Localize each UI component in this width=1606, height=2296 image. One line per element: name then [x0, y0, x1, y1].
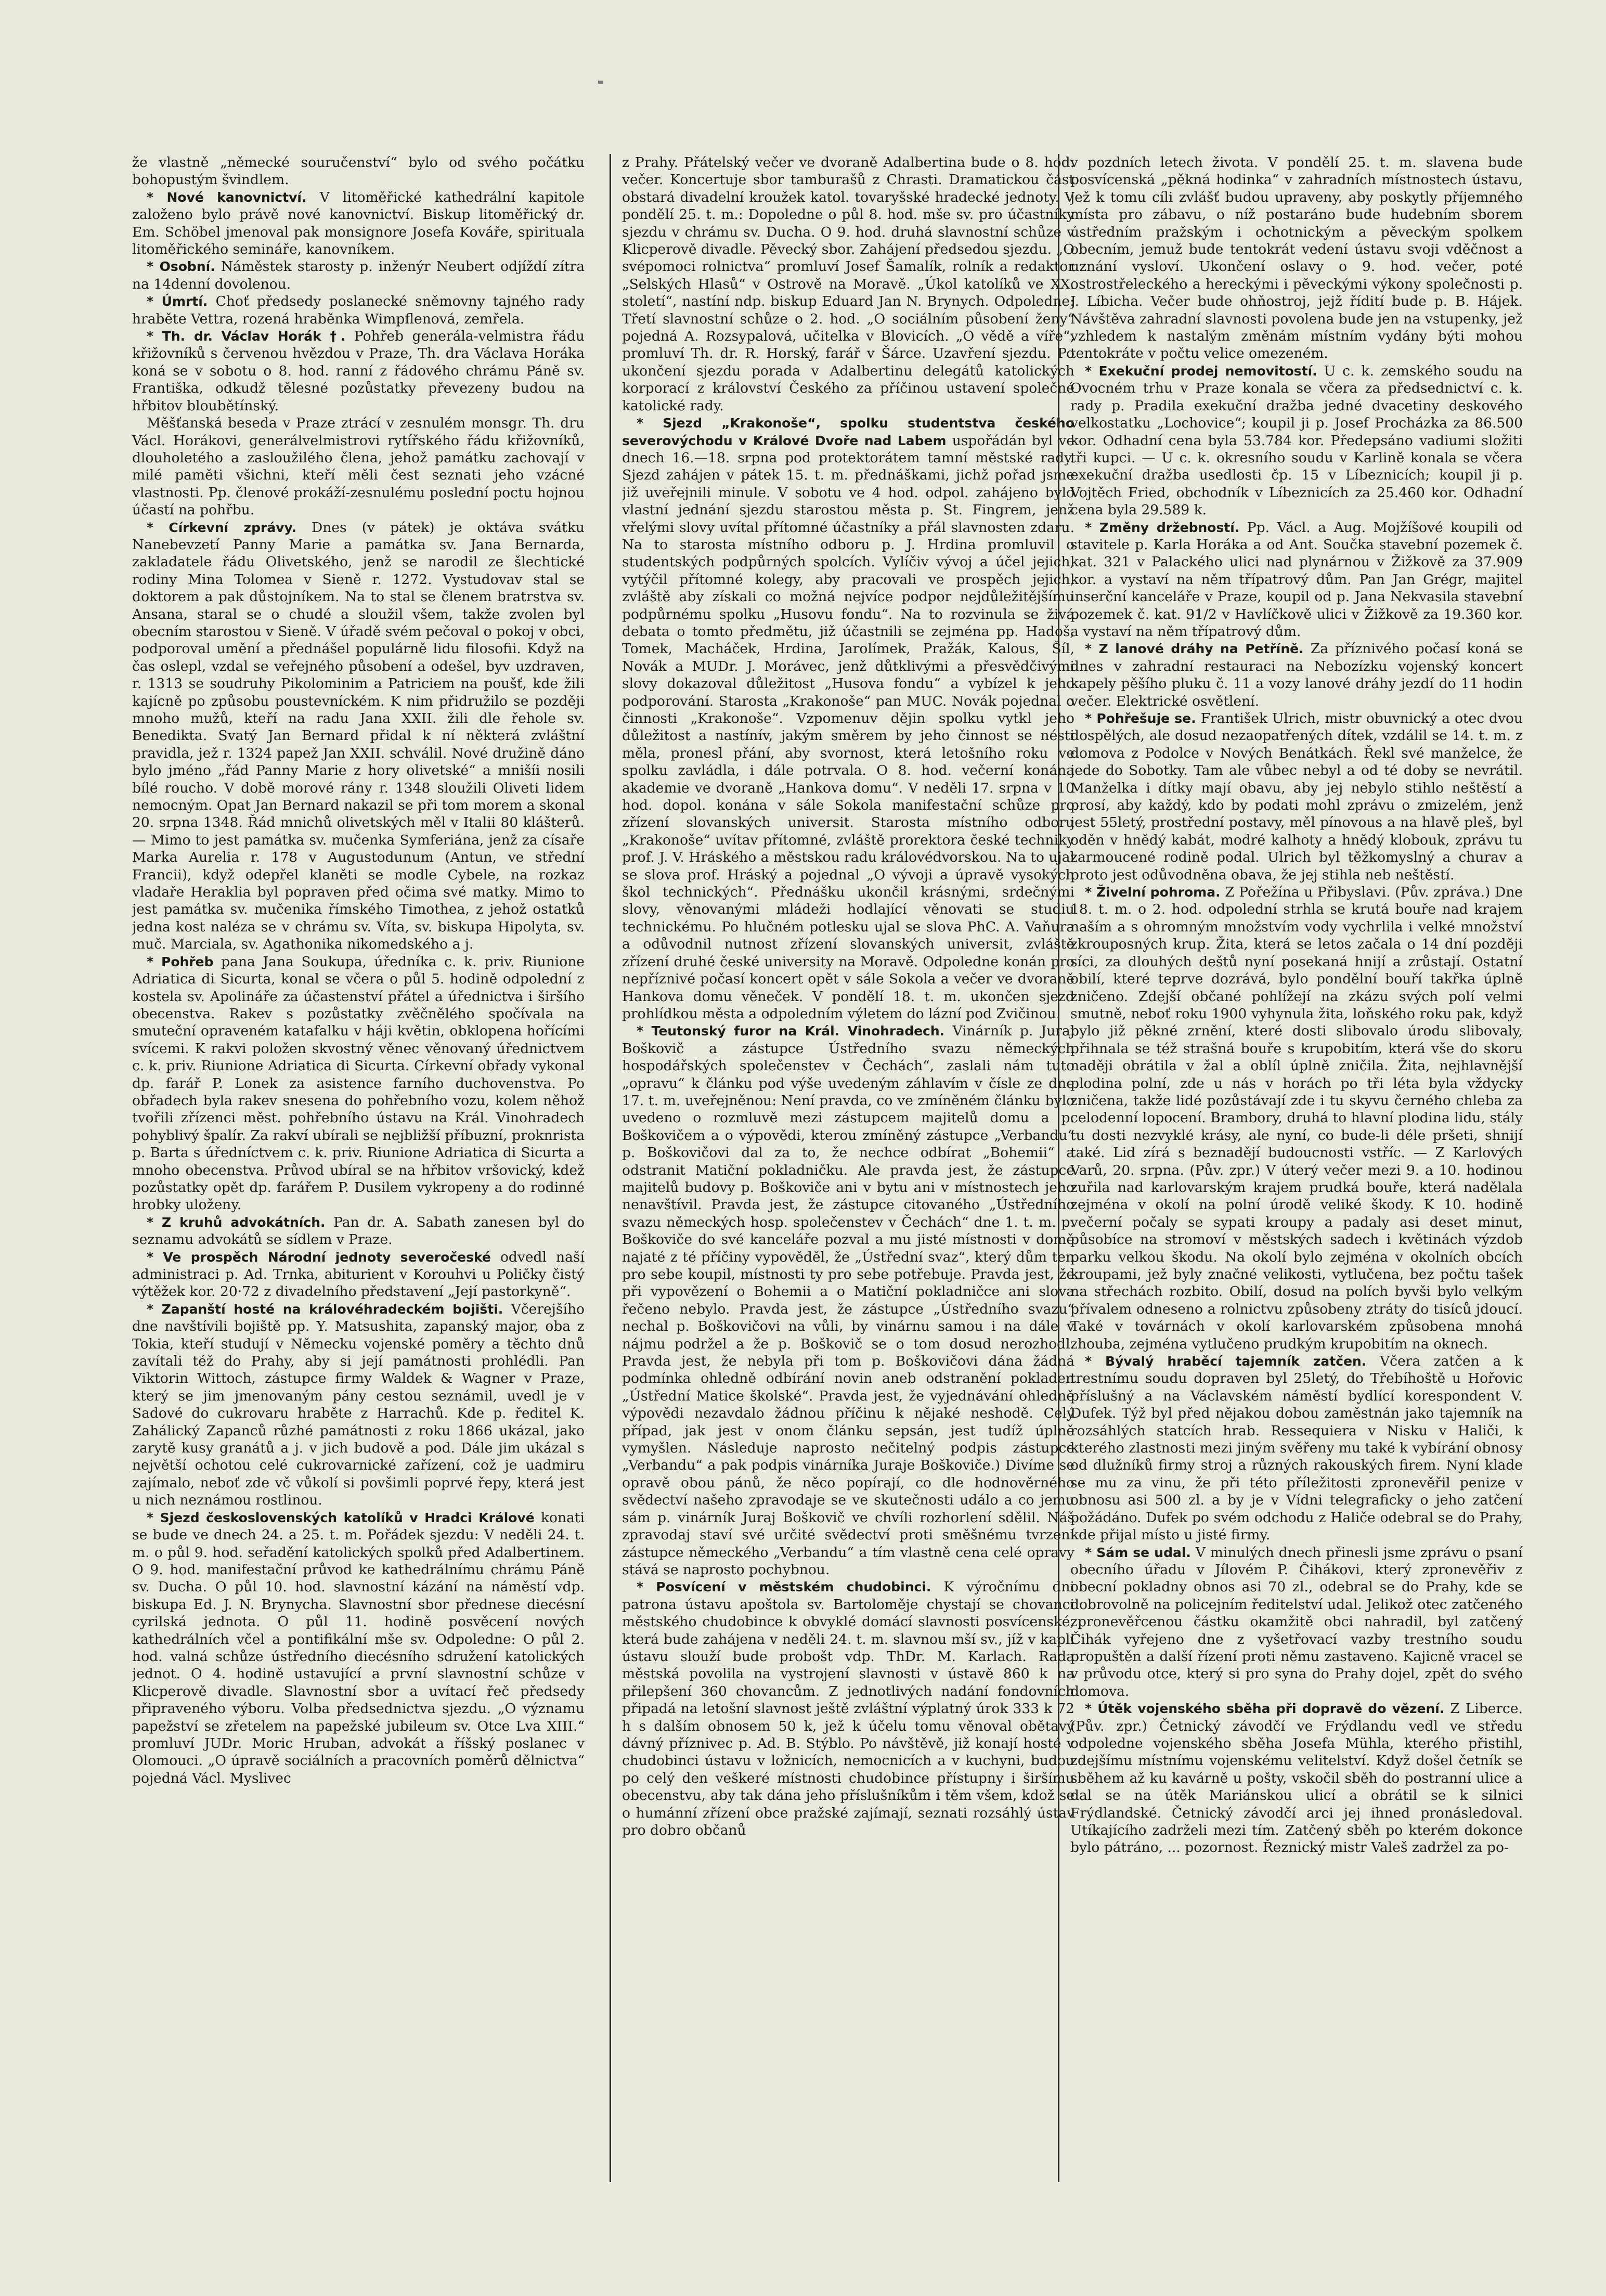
- news-item-text: Z Liberce. (Pův. zpr.) Četnický závodčí ve Frýdlandu vedl ve středu odpoledne vojenského sběha Josefa Mühla, kterého přistihl, zdejšímu místnímu vojenskému velitelství. Když došel četník se sběhem až ku kavárně u pošty, vskočil sběh do postranní ulice a dal se na útěk Mariánskou ulicí a obrátil se k silnici Frýdlandské. Četnický závodčí arci jej ihned pronásledoval. Utíkajícího zadrželi mezi tím. Zatčený sběh po kterém dokonce bylo pátráno, ... pozornost. Řeznický mistr Valeš zadržel za po-: [1070, 1701, 1523, 1856]
- news-item: [132, 1509, 585, 1787]
- news-item-heading: * Církevní zprávy.: [147, 520, 296, 535]
- news-item-heading: * Sjezd „Krakonoše“, spolku studentstva českého severovýchodu v Králové Dvoře nad Labem: [622, 416, 1074, 448]
- news-item-heading: * Th. dr. Václav Horák †.: [147, 329, 346, 344]
- news-item-heading: * Ve prospěch Národní jednoty severočeské: [147, 1249, 491, 1265]
- news-item: [622, 1578, 1074, 1839]
- news-item-heading: * Osobní.: [147, 259, 215, 275]
- news-item-text: K výročnímu dni patrona ústavu apoštola sv. Bartoloměje chystají se chovanci městského chudobince k obvyklé domácí slavnosti posvícenské, která bude zahájena v neděli 24. t. m. slavnou mší sv., jíž v kapli ústavu slouží bude probošt vdp. ThDr. M. Karlach. Rada městská povolila na vystrojení slavnosti v ústavě 860 k na přilepšení 360 chovancům. Z jednotlivých nadání fondovních připadá na letošní slavnost ještě zvláštní výplatný úrok 333 k 72 h s dalším obnosem 50 k, jež k účelu tomu věnoval obětavý dávný příznivec p. Ad. B. Stýblo. Po návštěvě, již konají hosté v chudobinci ústavu v ložnicích, nemocnicích a v kuchyni, budou po celý den veškeré místnosti chudobince přístupny i širšímu obecenstvu, aby tak dána jeho příslušníkům i těm všem, kdož se o humánní zřízení obce pražské zajímají, seznati rozsáhlý ústav pro dobro občanů: [622, 1579, 1074, 1838]
- news-item: [622, 414, 1074, 1022]
- news-item-text: odvedl naší administraci p. Ad. Trnka, abiturient v Korouhvi u Poličky čistý výtěžek kor. 20·72 z divadelního představení „Její pastorkyně“.: [132, 1249, 585, 1300]
- news-item-heading: * Sám se udal.: [1085, 1545, 1191, 1560]
- column-middle: [622, 154, 1074, 2182]
- news-item-text: že vlastně „německé souručenství“ bylo od svého počátku bohopustým švindlem.: [132, 154, 585, 188]
- column-rule-2: [1058, 154, 1059, 2182]
- news-item-heading: * Bývalý hraběcí tajemník zatčen.: [1085, 1354, 1367, 1369]
- news-item: [132, 953, 585, 1214]
- column-left: [132, 154, 585, 2182]
- news-item-heading: * Útěk vojenského sběha při dopravě do vězení.: [1085, 1701, 1445, 1717]
- news-item-text: Z Pořežína u Přibyslavi. (Pův. zpráva.) Dne 18. t. m. o 2. hod. odpolední strhla se krutá bouře nad krajem naším a s ohromným množstvím vody vychrlila i velké množství zkrouposných krup. Žita, která se letos začala o 14 dní později síci, za dlouhých deštů nyní posekaná hnijí a zrůstají. Ostatní obilí, které teprve dozrává, bylo pondělní bouří takřka úplně zničeno. Zdejší občané pohlížejí na zkázu svých polí velmi smutně, neboť roku 1900 vyhynula žita, loňského roku pak, když bylo již pěkné zrnění, které dosti slibovalo úrodu slibovaly, přihnala se též strašná bouře s krupobitím, která vše do skoru naději obrátila v žal a oblíl úplně zničila. Žita, nejhlavnější plodina polní, zde u nás v horách po tři léta byla vždycky zničena, takže lidé pozůstávají zde i tu skyvu černého chleba za celodenní lopocení. Brambory, druhá to hlavní plodina lidu, stály tu dosti nezvyklé krásy, ale nyní, co bude-li déle pršeti, shnijí také. Lid zírá s beznadějí budoucnosti vstříc. — Z Karlových Varů, 20. srpna. (Pův. zpr.) V úterý večer mezi 9. a 10. hodinou zuřila nad karlovarským krajem prudká bouře, která nadělala zejména v okolí na polní úrodě veliké škody. K 10. hodině večerní počaly se sypati kroupy a padaly asi deset minut, působíce na stromoví v městských sadech i květinách výzdob parku velkou škodu. Na okolí bylo zejména v okolních obcích kroupami, jež byly značné velikosti, vytlučena, bez počtu tašek na střechách rozbito. Obilí, dosud na polích byvši bylo velkým přívalem odneseno a rolnictvu způsobeny ztráty do tisíců jdoucí. Také v továrnách v okolí karlovarském způsobena mnohá zhouba, zejména vytlučeno prudkým krupobitím na oknech.: [1070, 884, 1523, 1352]
- news-item-text: pana Jana Soukupa, úředníka c. k. priv. Riunione Adriatica di Sicurta, konal se včera o půl 5. hodině odpolední z kostela sv. Apolináře za účastenství přátel a úřednictva i širšího obecenstva. Rakev s pozůstatky zvěčnělého spočívala na smuteční opraveném katafalku v háji květin, obklopena hořícími svícemi. K rakvi položen skvostný věnec věnovaný úřednictvem c. k. priv. Riunione Adriatica di Sicurta. Církevní obřady vykonal dp. farář P. Lonek za asistence farního duchovenstva. Po obřadech byla rakev snesena do pohřebního vozu, kolem něhož tvořili zřízenci měst. pohřebního ústavu na Král. Vinohradech pohyblivý špalír. Za rakví ubírali se nejbližší příbuzní, proknrista p. Barta s úředníctvem c. k. priv. Riunione Adriatica di Sicurta a mnoho obecenstva. Průvod ubíral se na hřbitov vršovický, kdež pozůstatky opět dp. farářem P. Dusilem vykropeny a do rodinné hrobky uloženy.: [132, 953, 585, 1213]
- news-item-heading: * Pohřešuje se.: [1085, 711, 1196, 726]
- news-item: [132, 1214, 585, 1249]
- news-item: [1070, 1544, 1523, 1701]
- news-item-heading: * Pohřeb: [147, 954, 214, 969]
- news-item-text: v pozdních letech života. V pondělí 25. t. m. slavena bude posvícenská „pěkná hodinka“ v zahradních místnostech ústavu, jež k tomu cíli zvlášť budou upraveny, aby poskytly příjemného místa pro zábavu, o níž postaráno bude hudebním sborem ústředním pražským i ochotnickým a pěveckým spolkem obecním, jemuž bude tentokrát vedení ústavu svoji vděčnost a uznání vysloví. Ukončení oslavy o 9. hod. večer, poté ostrostřeleckého a hereckými i pěveckými výkony společnosti p. J. Líbicha. Večer bude ohňostroj, jejž řídití bude p. B. Hájek. Návštěva zahradní slavnosti povolena bude jen na vstupenky, jež vzhledem k nastalým změnám místním vydány býti mohou tentokráte v počtu velice omezeném.: [1070, 154, 1523, 362]
- news-item-heading: * Exekuční prodej nemovitostí.: [1085, 363, 1317, 379]
- news-item-heading: * Změny držebností.: [1085, 520, 1240, 535]
- print-speck: [598, 81, 603, 84]
- column-right: [1070, 154, 1523, 2182]
- news-item-text: Včerejšího dne navštívili bojiště pp. Y. Matsushita, zapanský major, oba z Tokia, kteří studují v Německu vojenské poměry a těchto dnů zavítali též do Prahy, aby si její památnosti prohlédli. Pan Viktorin Wittoch, zástupce firmy Waldek & Wagner v Praze, který se jim jmenovaným pány cestou seznámil, uvedl je v Sadové do cukrovaru hraběte z Harrachů. Kde p. ředitel K. Zahálický Zapanců růzhé památnosti z roku 1866 ukázal, jako zarytě kusy granátů a j. v jich budově a pod. Dále jim ukázal s největší ochotou celé cukrovarnické zařízení, což je uadmiru zajímalo, neboť zde vč vůkolí si povšimli poprvé řepy, která jest u nich neznámou rostlinou.: [132, 1301, 585, 1509]
- news-item: [132, 258, 585, 293]
- news-item-text: V minulých dnech přinesli jsme zprávu o psaní obecního úřadu v Jílovém P. Čihákovi, který zpronevěřiv z obecní pokladny obnos asi 70 zl., odebral se do Prahy, kde se dobrovolně na policejním ředitelství udal. Jelikož otec zatčeného zpronevěřcenou částku okamžitě obci nahradil, byl zatčený Čihák vyřejeno dne z vyšetřovací vazby trestního soudu propuštěn a další řízení proti němu zastaveno. Kajicně vracel se v průvodu otce, který si pro syna do Prahy dojel, zpět do svého domova.: [1070, 1544, 1523, 1700]
- news-item-text: uspořádán byl ve dnech 16.—18. srpna pod protektorátem tamní městské rady. Sjezd zahájen v pátek 15. t. m. přednáškami, jichž pořad jsme již uveřejnili minule. V sobotu ve 4 hod. odpol. zahájeno bylo vlastní jednání sjezdu starostou města p. St. Fingrem, jenž vřelými slovy uvítal přítomné účastníky a přál slavnosten zdaru. Na to starosta místního odboru p. J. Hrdina promluvil o studentských podpůrných spolcích. Vylíčiv vývoj a účel jejich, vytýčil přítomné kolegy, aby pracovali ve prospěch jejich, zvláště aby získali co možná nejvíce podpor nejdůležitějšímu podpůrnému spolku „Husovu fondu“. Na to rozvinula se živá debata o tomto předmětu, již účastnili se zejména pp. Hadoš, Tomek, Macháček, Hrdina, Jarolímek, Pražák, Kalous, Šíl, Novák a MUDr. J. Morávec, jenž důtklivými a přesvědčivými slovy dokazoval důležitost „Husova fondu“ a vybízel k jeho podporování. Starosta „Krakonoše“ pan MUC. Novák pojednal o činnosti „Krakonoše“. Vzpomenuv dějin spolku vytkl jeho důležitost a nastínív, jakým směrem by jeho činnost se nésti měla, pronesl přání, aby svornost, která letošního roku ve spolku zavládla, i dále potrvala. O 8. hod. večerní konána akademie ve dvoraně „Hankova domu“. V neděli 17. srpna v 10 hod. dopol. konána v sále Sokola manifestační schůze pro zřízení slovanských universit. Starosta místního odboru „Krakonoše“ uvítav přítomné, zvláště prorektora české techniky prof. J. V. Hráského a městskou radu královédvorskou. Na to ujal se slova prof. Hráský a pojednal „O vývoji a úpravě vysokých škol technických“. Přednášku ukončil krásnými, srdečnými slovy, věnovanými mládeži hodlající věnovati se studiu technickému. Po hlučném potlesku ujal se slova PhC. A. Vaňura a odůvodnil nutnost zřízení slovanských universit, zvláště zřízení druhé české university na Moravě. Odpoledne konán pro nepříznivé počasí koncert opět v sále Sokola a večer ve dvoraně Hankova domu věneček. V pondělí 18. t. m. ukončen sjezd prohlídkou města a odpoledním výletem do lázní pod Zvičinou.: [622, 432, 1074, 1022]
- news-item-text: Za příznivého počasí koná se dnes v zahradní restauraci na Nebozízku vojenský koncert kapely pěšího pluku č. 11 a vozy lanové dráhy jezdí do 11 hodin večer. Elektrické osvětlení.: [1070, 641, 1523, 709]
- news-item: [1070, 1353, 1523, 1543]
- news-item-heading: * Teutonský furor na Král. Vinohradech.: [637, 1023, 945, 1039]
- news-item: [622, 154, 1074, 414]
- news-item-text: konati se bude ve dnech 24. a 25. t. m. Pořádek sjezdu: V neděli 24. t. m. o půl 9. hod. seřadění katolických spolků před Adalbertinem. O 9. hod. manifestační průvod ke kathedrálnímu chrámu Páně sv. Ducha. O půl 10. hod. slavnostní kázání na náměstí vdp. biskupa Ed. J. N. Brynycha. Slavnostní sbor přednese diecésní cyrilská jednota. O půl 11. hodině posvěcení nových kathedrálních včel a pontifikální mše sv. Odpoledne: O půl 2. hod. valná schůze ústředního diecésního sdružení katolických jednot. O 4. hodině ustavující a první slavnostní schůze v Klicperově divadle. Slavnostní sbor a uvítací řeč předsedy připraveného výboru. Volba předsednictva sjezdu. „O významu papežství se zřetelem na papežské jubileum sv. Otce Lva XIII.“ promluví JUDr. Moric Hruban, advokát a říšský poslanec v Olomouci. „O úpravě sociálních a pracovních poměrů dělnictva“ pojedná Václ. Myslivec: [132, 1509, 585, 1786]
- news-item: [1070, 640, 1523, 710]
- news-item-heading: * Z lanové dráhy na Petříně.: [1085, 641, 1304, 657]
- column-rule-1: [610, 154, 611, 2182]
- news-item-text: Měšťanská beseda v Praze ztrácí v zesnulém monsgr. Th. dru Václ. Horákovi, generálvelmistrovi rytířského řádu křižovníků, dlouholetého a zasloužilého člena, jehož památku zachovají v milé paměti všichni, kteří měli čest seznati jeho vzácné vlastnosti. Pp. členové prokáží-zesnulému poslední poctu hojnou účastí na pohřbu.: [132, 415, 585, 518]
- news-item-heading: * Nové kanovnictví.: [147, 189, 307, 205]
- news-item-heading: * Zapanští hosté na královéhradeckém bojišti.: [147, 1301, 503, 1317]
- news-item-text: Pan dr. A. Sabath zanesen byl do seznamu advokátů se sídlem v Praze.: [132, 1214, 585, 1248]
- news-item-text: Náměstek starosty p. inženýr Neubert odjíždí zítra na 14denní dovolenou.: [132, 258, 585, 292]
- news-item: [1070, 1700, 1523, 1857]
- news-item: [132, 1301, 585, 1509]
- news-item: [1070, 154, 1523, 362]
- news-item-text: U c. k. zemského soudu na Ovocném trhu v Praze konala se včera za předsednictví c. k. rady p. Pradila exekuční dražba jedné dvacetiny deskového velkostatku „Lochovice“; koupil ji p. Josef Procházka za 86.500 kor. Odhadní cena byla 53.784 kor. Předepsáno vadiumi složiti tři kupci. — U c. k. okresního soudu v Karlině konala se včera exekuční dražba usedlosti čp. 15 v Líbeznicích; koupil ji p. Vojtěch Fried, obchodník v Líbeznicích za 25.460 kor. Odhadní cena byla 29.589 k.: [1070, 362, 1523, 518]
- news-item: [132, 293, 585, 328]
- news-item: [622, 1022, 1074, 1578]
- news-item-heading: * Sjezd československých katolíků v Hradci Králové: [147, 1510, 535, 1525]
- news-item: [132, 414, 585, 518]
- news-item-text: František Ulrich, mistr obuvnický a otec dvou dospělých, ale dosud nezaopatřených dítek, vzdálil se 14. t. m. z domova z Podolce v Nových Benátkách. Řekl své manželce, že jede do Sobotky. Tam ale vůbec nebyl a od té doby se nevrátil. Manželka i dítky mají obavu, aby jej nebylo stihlo neštěstí a prosí, aby každý, kdo by podati mohl zprávu o zmizelém, jenž jest 55letý, prostřední postavy, měl pínovous a na hlavě pleš, byl oděn v hnědý kabát, modré kalhoty a hnědý klobouk, zprávu tu zarmoucené rodině podal. Ulrich byl těžkomyslný a churav a proto jest odůvodněna obava, že jej stihla neb neštěstí.: [1070, 710, 1523, 883]
- news-item: [132, 328, 585, 414]
- news-item-heading: * Z kruhů advokátních.: [147, 1214, 326, 1230]
- news-item: [132, 189, 585, 258]
- news-item: [1070, 519, 1523, 641]
- news-item-text: Pohřeb generála-velmistra řádu křižovníků s červenou hvězdou v Praze, Th. dra Václava Horáka koná se v sobotu o 8. hod. ranní z řádového chrámu Páně sv. Františka, odkudž tělesné pozůstatky převezeny budou na hřbitov bloubětínský.: [132, 328, 585, 414]
- news-item-text: Dnes (v pátek) je oktáva svátku Nanebevzetí Panny Marie a památka sv. Jana Bernarda, zakladatele řádu Olivetského, jenž se narodil ze šlechtické rodiny Mina Tolomea v Sieně r. 1272. Vystudovav stal se doktorem a pak důstojníkem. Na to stal se členem bratrstva sv. Ansana, staral se o chudé a sloužil všem, takže zvolen byl obecním starostou v Sieně. V úřadě svém pečoval o pokoj v obci, podporoval umění a přednášel populárně lidu filosofii. Když na čas oslepl, vzdal se veřejného působení a odešel, byv uzdraven, r. 1313 se soudruhy Pikolominim a Patriciem na poušť, kde žili kajícně po způsobu poustevníckém. K nim přidružilo se později mnoho mužů, kteří na radu Jana XXII. žili dle řehole sv. Benedikta. Svatý Jan Bernard přidal k ní některá zvláštní pravidla, jež r. 1324 papež Jan XXII. schválil. Nové družině dáno bylo jméno „řád Panny Marie z hory olivetské“ a mnišíi nosili bílé roucho. V době morové rány r. 1348 sloužili Oliveti lidem nemocným. Opat Jan Bernard nakazil se při tom morem a skonal 20. srpna 1348. Řád mnichů olivetských měl v Italii 80 klášterů. — Mimo to jest památka sv. mučenka Symferiána, jenž za císaře Marka Aurelia r. 178 v Augustodunum (Antun, ve střední Francii), když odepřel klaněti se modle Cybele, na rozkaz vladaře Heraklia byl popraven před očima své matky. Mimo to jest památka sv. mučenika římského Timothea, z jehož ostatků jedna kost naléza se v chrámu sv. Víta, sv. biskupa Hipolyta, sv. muč. Marciala, sv. Agathonika nikomedského a j.: [132, 519, 585, 953]
- news-item-text: z Prahy. Přátelský večer ve dvoraně Adalbertina bude o 8. hod. večer. Koncertuje sbor tamburašů z Chrasti. Dramatickou část obstará divadelní kroužek katol. tovaryšské hradecké jednoty. V pondělí 25. t. m.: Dopoledne o půl 8. hod. mše sv. pro účastníky sjezdu v chrámu sv. Ducha. O 9. hod. druhá slavnostní schůze v Klicperově divadle. Pěvecký sbor. Zahájení předsedou sjezdu. „O svépomoci rolnictva“ promluví Josef Šamalík, rolník a redaktor „Selských Hlasů“ v Ostrově na Moravě. „Úkol katolíků ve XX. století“, nastíní ndp. biskup Eduard Jan N. Brynych. Odpoledne: Třetí slavnostní schůze o 2. hod. „O sociálním působení ženy“ pojedná A. Rozsypalová, učitelka v Blovicích. „O vědě a víře“, promluví Th. dr. R. Horský, farář v Šárce. Uzavření sjezdu. Po ukončení sjezdu porada v Adalbertinu delegátů katolických korporací z království Českého za příčinou ustavení společné katolické rady.: [622, 154, 1074, 414]
- news-item: [132, 1249, 585, 1301]
- news-item: [1070, 362, 1523, 519]
- news-item: [132, 154, 585, 189]
- news-item: [1070, 884, 1523, 1353]
- news-item: [1070, 710, 1523, 884]
- news-item-text: Pp. Václ. a Aug. Mojžíšové koupili od stavitele p. Karla Horáka a od Ant. Součka stavební pozemek č. kat. 321 v Palackého ulici nad plynárnou v Žižkově za 37.909 kor. a vystaví na něm třípatrový dům. Pan Jan Grégr, majitel inserční kanceláře v Praze, koupil od p. Jana Nekvasila stavební pozemek č. kat. 91/2 v Havlíčkově ulici v Žižkově za 19.360 kor. a vystaví na něm třípatrový dům.: [1070, 519, 1523, 640]
- news-item-text: Vinárník p. Juraj Boškovič a zástupce Ústředního svazu německých hospodářských společenstev v Čechách“, zaslali nám tuto „opravu“ k článku pod výše uvedeným záhlavím v čísle ze dne 17. t. m. uveřejněnou: Není pravda, co ve zmíněném článku bylo uvedeno o rozmluvě mezi zástupcem majitelů domu a p. Boškovičem a o výpovědi, kterou zmíněný zástupce „Verbandu“ p. Boškovičovi dal za to, že nechce odbírat „Bohemii“ a odstranit Matiční pokladničku. Ale pravda jest, že zástupce majitelů budovy p. Boškoviče ani v bytu ani v místnostech jeho nenavštívil. Pravda jest, že zástupce citovaného „Ústředního svazu německých hosp. společenstev v Čechách“ dne 1. t. m. p. Boškoviče do své kanceláře pozval a mu jisté místnosti v domě najaté z té příčiny vypověděl, že „Ústřední svaz“, který dům ten pro sebe koupil, místnosti ty pro sebe potřebuje. Pravda jest, že při vypovězení o Bohemii a o Matiční pokladničce ani slova řečeno nebylo. Pravda jest, že zástupce „Ústředního svazu“ nechal p. Boškovičovi na vůli, by vinárnu samou i na dále v nájmu podržel a že p. Boškovič se o tom dosud nerozhodl. Pravda jest, že nebyla při tom p. Boškovičovi dána žádná podmínka ohledně odbírání novin aneb odstranění pokladen „Ústřední Matice školské“. Pravda jest, že vyjednávání ohledně výpovědi nezavdalo žádnou příčinu k nějaké neshodě. Celý případ, jak jest v onom článku sepsán, jest tudíž úplně vymyšlen. Následuje naprosto nečitelný podpis zástupce „Verbandu“ a pak podpis vinárníka Juraje Boškoviče.) Divíme se opravě obou pánů, že něco popírají, co dle hodnověrného svědectví našeho zpravodaje se ve skutečnosti událo a co jemu sám p. vinárník Juraj Boškovič ve chvíli rozhorlení sdělil. Náš zpravodaj staví své určité svědectví proti směšnému tvrzení zástupce německého „Verbandu“ a tím vlastně cena celé opravy stává se naprosto pochybnou.: [622, 1023, 1074, 1578]
- news-item-heading: * Posvícení v městském chudobinci.: [637, 1579, 931, 1595]
- news-item: [132, 519, 585, 953]
- news-item-text: Včera zatčen a k trestnímu soudu dopraven byl 25letý, do Třebíhoště u Hořovic příslušný a na Václavském náměstí bydlící korespondent V. Dufek. Týž byl před nějakou dobou zaměstnán jako tajemník na rozsáhlých statcích hrab. Ressequiera v Nisku v Haliči, k kterého zlastnosti mezi jiným svěřeny mu také k vybírání obnosy od dlužníků firmy stroj a různých rakouských firem. Nyní klade se mu za vinu, že při této příležitosti zpronevěřil penize v obnosu asi 500 zl. a by je v Vídni telegraficky o jeho zatčení požádáno. Dufek po svém odchodu z Haliče odebral se do Prahy, kde přijal místo u jisté firmy.: [1070, 1353, 1523, 1543]
- news-item-text: V litoměřické kathedrální kapitole založeno bylo právě nové kanovnictví. Biskup litoměřický dr. Em. Schöbel jmenoval pak monsignore Josefa Kováře, spirituala litoměřického semináře, kanovníkem.: [132, 189, 585, 258]
- news-item-heading: * Úmrtí.: [147, 294, 208, 309]
- news-item-heading: * Živelní pohroma.: [1085, 885, 1221, 900]
- news-item-text: Choť předsedy poslanecké sněmovny tajného rady hraběte Vettra, rozená hraběnka Wimpflenová, zemřela.: [132, 293, 585, 327]
